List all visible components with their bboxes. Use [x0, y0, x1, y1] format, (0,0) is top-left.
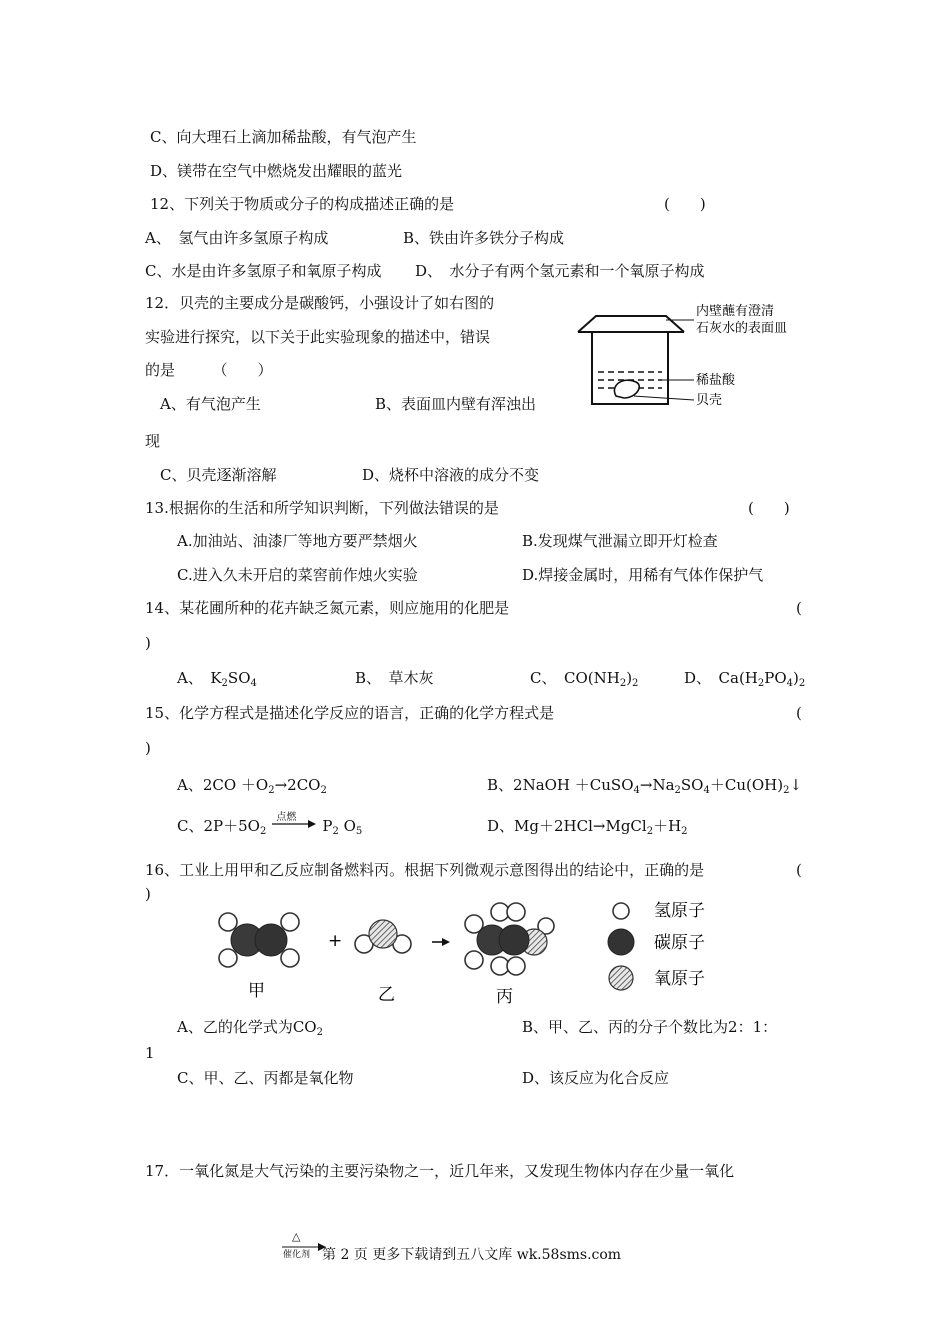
q16-option-b-wrap: 1 — [145, 1044, 155, 1062]
q17-stem: 17．一氧化氮是大气污染的主要污染物之一，近几年来，又发现生物体内存在少量一氧化 — [145, 1162, 735, 1180]
legend-oxygen-icon — [609, 966, 633, 990]
q16-option-a: A、乙的化学式为$CO_2$ — [177, 1018, 323, 1038]
label-shell: 贝壳 — [696, 393, 723, 408]
q12b-option-d: D、烧杯中溶液的成分不变 — [362, 466, 540, 484]
q12a-stem: 12、下列关于物质或分子的构成描述正确的是 — [150, 195, 455, 213]
q12b-stem-line3: 的是 （ ） — [145, 361, 273, 379]
q12b-option-b-wrap: 现 — [145, 432, 161, 450]
beaker-diagram — [570, 298, 800, 418]
q11-option-d: D、镁带在空气中燃烧发出耀眼的蓝光 — [150, 162, 403, 180]
label-dish-2: 石灰水的表面皿 — [696, 321, 788, 336]
molecule-bing — [465, 903, 554, 975]
q14-paren-close: ) — [145, 634, 151, 652]
label-acid: 稀盐酸 — [696, 373, 736, 388]
q15-option-a: A、$2CO +O_2\to 2CO_2$ — [177, 776, 327, 796]
q12b-option-b: B、表面皿内壁有浑浊出 — [375, 395, 537, 413]
q15-option-c: C、$2P+5O_2$ 点燃 $P_2$ $O_5$ — [177, 812, 363, 837]
q15-stem: 15、化学方程式是描述化学反应的语言，正确的化学方程式是 — [145, 704, 555, 722]
q16-option-d: D、该反应为化合反应 — [522, 1069, 670, 1087]
q16-paren-open: ( — [796, 861, 802, 879]
q15-paren-close: ) — [145, 739, 151, 757]
q12b-stem-line1: 12．贝壳的主要成分是碳酸钙，小强设计了如右图的 — [145, 294, 495, 312]
reaction-arrow — [432, 938, 450, 946]
q12b-option-c: C、贝壳逐渐溶解 — [160, 466, 277, 484]
ignition-arrow: 点燃 — [270, 816, 318, 836]
q16-option-b: B、甲、乙、丙的分子个数比为2：1： — [522, 1018, 778, 1036]
q12a-option-d: D、 水分子有两个氢元素和一个氧原子构成 — [415, 262, 705, 280]
q15-option-d: D、$Mg+2HCl\to MgCl_2+H_2$ — [487, 817, 688, 837]
legend-hydrogen-icon — [613, 903, 629, 919]
legend-carbon: 碳原子 — [654, 933, 705, 953]
q13-option-c: C.进入久未开启的菜窖前作烛火实验 — [177, 566, 418, 584]
legend — [608, 901, 705, 990]
q14-option-b: B、 草木灰 — [355, 669, 434, 687]
q14-option-d: D、 $Ca(H_2PO_4)_2$ — [684, 669, 806, 689]
q15-paren-open: ( — [796, 704, 802, 722]
q12b-stem-line2: 实验进行探究，以下关于此实验现象的描述中，错误 — [145, 328, 491, 346]
q12a-answer-paren: ( ) — [664, 195, 706, 213]
q14-option-c: C、 $CO(NH_2)_2$ — [530, 669, 639, 689]
label-jia: 甲 — [248, 981, 265, 1001]
q14-option-a: A、 $K_2SO_4$ — [177, 669, 257, 689]
q13-option-d: D.焊接金属时，用稀有气体作保护气 — [522, 566, 764, 584]
label-yi: 乙 — [378, 985, 395, 1005]
legend-hydrogen: 氢原子 — [654, 901, 705, 921]
molecule-yi — [355, 920, 411, 953]
q13-answer-paren: ( ) — [748, 499, 790, 517]
q12a-option-c: C、水是由许多氢原子和氧原子构成 — [145, 262, 382, 280]
q16-paren-close: ) — [145, 885, 151, 903]
q13-option-a: A.加油站、油漆厂等地方要严禁烟火 — [177, 532, 418, 550]
footer-triangle: △ — [292, 1230, 301, 1243]
legend-oxygen: 氧原子 — [654, 969, 705, 989]
q14-paren-open: ( — [796, 599, 802, 617]
q15-option-b: B、2NaOH $+CuSO_4\to Na_2SO_4+Cu(OH)_2↓$ — [487, 776, 803, 796]
plus-sign: + — [328, 931, 343, 951]
q12a-option-a: A、 氢气由许多氢原子构成 — [145, 229, 329, 247]
label-bing: 丙 — [496, 987, 513, 1007]
q11-option-c: C、向大理石上滴加稀盐酸，有气泡产生 — [150, 128, 417, 146]
molecule-jia — [219, 913, 299, 967]
footer-text: 第 2 页 更多下载请到五八文库 wk.58sms.com — [322, 1247, 622, 1263]
footer-catalyst: 催化剂 — [283, 1250, 311, 1260]
q16-stem: 16、工业上用甲和乙反应制备燃料丙。根据下列微观示意图得出的结论中，正确的是 — [145, 861, 705, 879]
q14-stem: 14、某花圃所种的花卉缺乏氮元素，则应施用的化肥是 — [145, 599, 510, 617]
molecule-diagram — [200, 896, 760, 1008]
q16-option-c: C、甲、乙、丙都是氧化物 — [177, 1069, 354, 1087]
q12b-option-a: A、有气泡产生 — [160, 395, 261, 413]
q12a-option-b: B、铁由许多铁分子构成 — [403, 229, 565, 247]
q13-stem: 13.根据你的生活和所学知识判断，下列做法错误的是 — [145, 499, 499, 517]
q13-option-b: B.发现煤气泄漏立即开灯检查 — [522, 532, 718, 550]
legend-carbon-icon — [608, 929, 634, 955]
label-dish-1: 内壁蘸有澄清 — [696, 304, 775, 319]
